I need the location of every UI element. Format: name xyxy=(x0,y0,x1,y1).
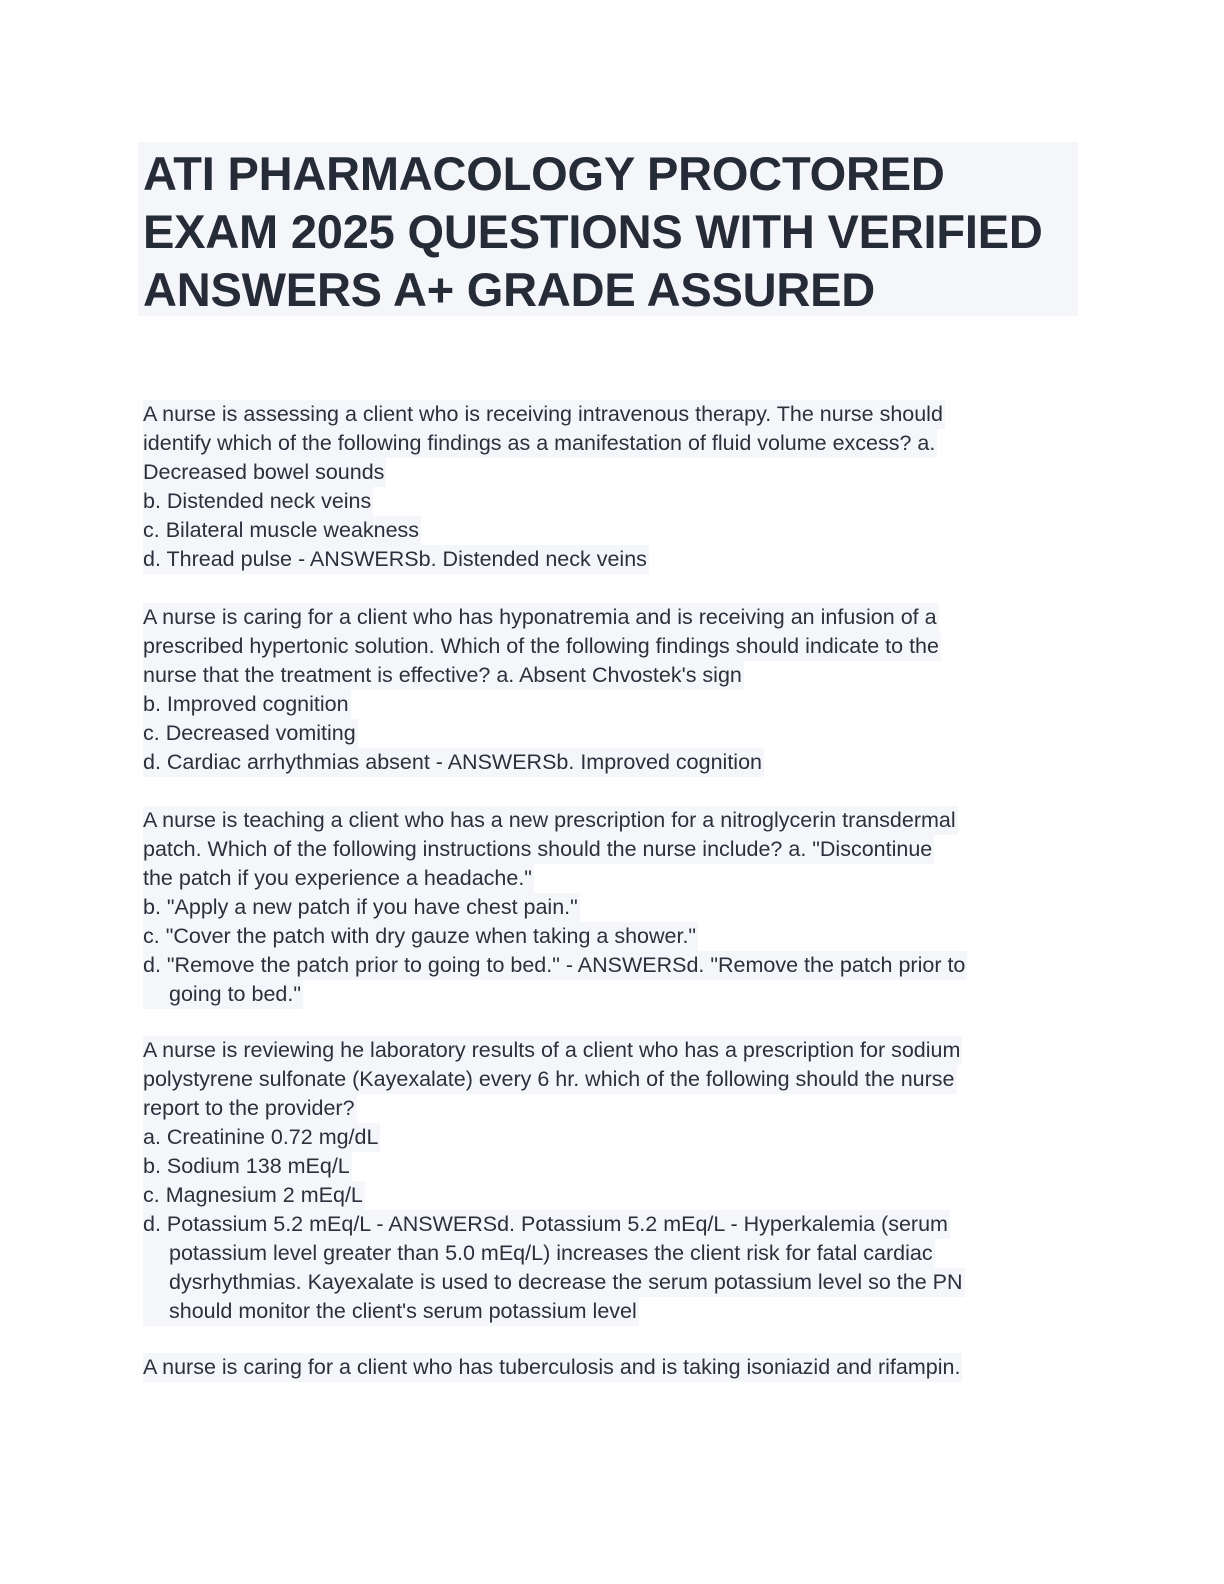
question-line: Decreased bowel sounds xyxy=(143,458,386,487)
document-title: ATI PHARMACOLOGY PROCTORED EXAM 2025 QUESTIONS WITH VERIFIED ANSWERS A+ GRADE ASSURED xyxy=(143,147,1043,316)
question-4 xyxy=(143,1036,1063,1326)
question-line: polystyrene sulfonate (Kayexalate) every 6 hr. which of the following should the nurse xyxy=(143,1065,957,1094)
answer-line: dysrhythmias. Kayexalate is used to decrease the serum potassium level so the PN xyxy=(143,1268,965,1297)
answer-line: should monitor the client's serum potassium level xyxy=(143,1297,639,1326)
answer-line: d. Cardiac arrhythmias absent - ANSWERSb. Improved cognition xyxy=(143,748,764,777)
answer-line: going to bed." xyxy=(143,980,303,1009)
question-3 xyxy=(143,806,1063,1009)
answer-line: potassium level greater than 5.0 mEq/L) increases the client risk for fatal cardiac xyxy=(143,1239,935,1268)
question-line: patch. Which of the following instructions should the nurse include? a. "Discontinue xyxy=(143,835,934,864)
option-line: c. Magnesium 2 mEq/L xyxy=(143,1181,365,1210)
question-2 xyxy=(143,603,1063,777)
question-line: identify which of the following findings as a manifestation of fluid volume excess? a. xyxy=(143,429,937,458)
question-line: A nurse is reviewing he laboratory results of a client who has a prescription for sodium xyxy=(143,1036,962,1065)
answer-line: d. Potassium 5.2 mEq/L - ANSWERSd. Potassium 5.2 mEq/L - Hyperkalemia (serum xyxy=(143,1210,950,1239)
option-line: c. "Cover the patch with dry gauze when taking a shower." xyxy=(143,922,698,951)
question-1 xyxy=(143,400,1063,574)
question-line: A nurse is assessing a client who is receiving intravenous therapy. The nurse should xyxy=(143,400,945,429)
option-line: b. Sodium 138 mEq/L xyxy=(143,1152,352,1181)
option-line: c. Bilateral muscle weakness xyxy=(143,516,421,545)
question-line: A nurse is caring for a client who has tuberculosis and is taking isoniazid and rifampin. xyxy=(143,1353,962,1382)
question-line: the patch if you experience a headache." xyxy=(143,864,534,893)
answer-line: d. "Remove the patch prior to going to bed." - ANSWERSd. "Remove the patch prior to xyxy=(143,951,967,980)
question-line: report to the provider? xyxy=(143,1094,357,1123)
option-line: c. Decreased vomiting xyxy=(143,719,358,748)
question-line: A nurse is caring for a client who has hyponatremia and is receiving an infusion of a xyxy=(143,603,939,632)
option-line: b. Improved cognition xyxy=(143,690,351,719)
question-line: nurse that the treatment is effective? a. Absent Chvostek's sign xyxy=(143,661,744,690)
question-line: prescribed hypertonic solution. Which of the following findings should indicate to the xyxy=(143,632,941,661)
option-line: b. "Apply a new patch if you have chest pain." xyxy=(143,893,580,922)
option-line: a. Creatinine 0.72 mg/dL xyxy=(143,1123,380,1152)
question-5 xyxy=(143,1353,1063,1382)
question-line: A nurse is teaching a client who has a new prescription for a nitroglycerin transdermal xyxy=(143,806,958,835)
option-line: b. Distended neck veins xyxy=(143,487,373,516)
answer-line: d. Thread pulse - ANSWERSb. Distended neck veins xyxy=(143,545,649,574)
